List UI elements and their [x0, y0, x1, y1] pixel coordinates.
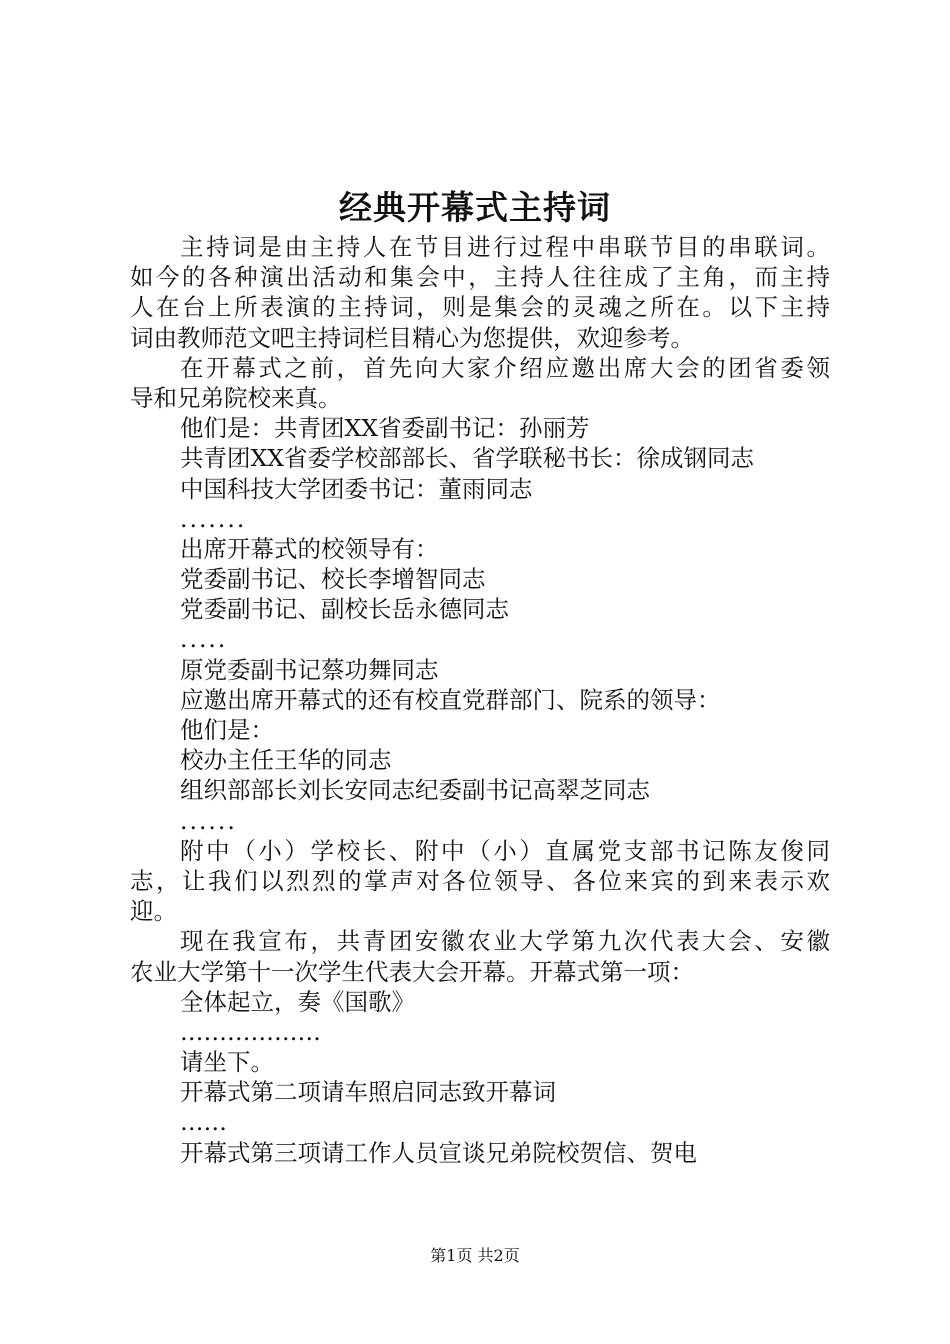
text-line: 全体起立，奏《国歌》	[180, 987, 415, 1016]
document-title: 经典开幕式主持词	[339, 188, 611, 227]
text-line: 原党委副书记蔡功舞同志	[180, 655, 439, 684]
text-line: 志，让我们以烈烈的掌声对各位领导、各位来宾的到来表示欢	[130, 866, 830, 895]
text-line: 党委副书记、校长李增智同志	[180, 565, 486, 594]
ellipsis-line: ......	[180, 806, 237, 835]
text-line: 他们是：共青团XX省委副书记：孙丽芳	[180, 414, 590, 443]
text-line: 校办主任王华的同志	[180, 746, 392, 775]
text-line: 开幕式第二项请车照启同志致开幕词	[180, 1078, 556, 1107]
text-line: 请坐下。	[180, 1048, 274, 1077]
ellipsis-line: .......	[180, 504, 247, 533]
text-line: 附中（小）学校长、附中（小）直属党支部书记陈友俊同	[180, 836, 830, 865]
text-line: 在开幕式之前，首先向大家介绍应邀出席大会的团省委领	[180, 353, 830, 382]
ellipsis-line: .....	[180, 625, 228, 654]
text-line: 导和兄弟院校来真。	[130, 383, 342, 412]
document-body	[130, 232, 830, 1168]
page-footer: 第1页 共2页	[430, 1246, 520, 1265]
text-line: 开幕式第三项请工作人员宣谈兄弟院校贺信、贺电	[180, 1138, 697, 1167]
text-line: 迎。	[130, 897, 177, 926]
text-line: 农业大学第十一次学生代表大会开幕。开幕式第一项：	[130, 957, 694, 986]
text-line: 词由教师范文吧主持词栏目精心为您提供，欢迎参考。	[130, 323, 694, 352]
text-line: 中国科技大学团委书记：董雨同志	[180, 474, 533, 503]
text-line: 党委副书记、副校长岳永德同志	[180, 595, 509, 624]
text-line: 他们是：	[180, 716, 274, 744]
text-line: 如今的各种演出活动和集会中，主持人往往成了主角，而主持	[130, 263, 830, 292]
text-line: 主持词是由主持人在节目进行过程中串联节目的串联词。	[180, 233, 830, 261]
ellipsis-line: ………………	[180, 1017, 321, 1046]
text-line: 出席开幕式的校领导有：	[180, 534, 439, 563]
text-line: 人在台上所表演的主持词，则是集会的灵魂之所在。以下主持	[130, 293, 830, 322]
text-line: 应邀出席开幕式的还有校直党群部门、院系的领导：	[180, 685, 721, 714]
text-line: 组织部部长刘长安同志纪委副书记高翠芝同志	[180, 776, 650, 805]
text-line: 共青团XX省委学校部部长、省学联秘书长：徐成钢同志	[180, 444, 754, 473]
text-line: 现在我宣布，共青团安徽农业大学第九次代表大会、安徽	[180, 927, 830, 956]
ellipsis-line: ……	[180, 1108, 227, 1137]
